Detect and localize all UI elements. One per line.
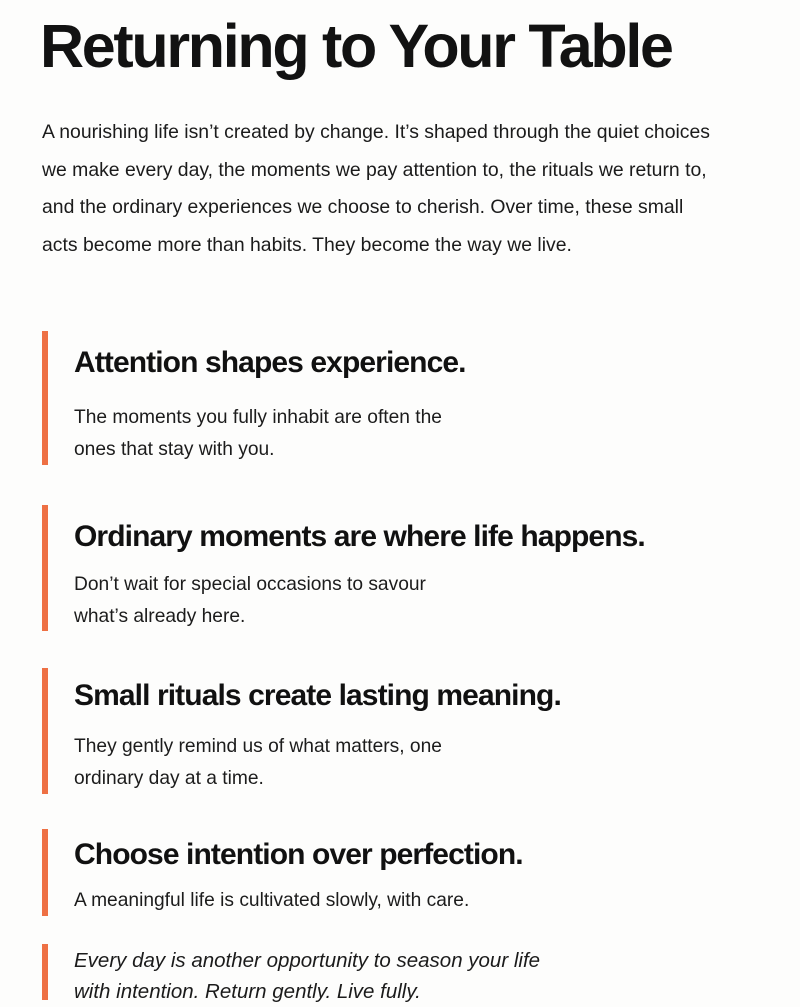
callout-accent-bar	[42, 668, 48, 794]
closing-quote: Every day is another opportunity to season your life with intention. Return gently. Live fully.	[74, 949, 541, 1003]
callout-accent-bar	[42, 505, 48, 631]
callout-body: Don’t wait for special occasions to savour what’s already here.	[74, 574, 426, 627]
callout-body: The moments you fully inhabit are often the ones that stay with you.	[74, 407, 442, 460]
callout-small-rituals	[42, 668, 722, 794]
callout-heading: Ordinary moments are where life happens.	[74, 520, 645, 553]
callout-accent-bar	[42, 331, 48, 465]
callout-heading: Small rituals create lasting meaning.	[74, 679, 561, 712]
callout-intention	[42, 829, 722, 916]
callout-body: They gently remind us of what matters, one ordinary day at a time.	[74, 736, 442, 789]
callout-attention	[42, 331, 722, 465]
callout-accent-bar	[42, 944, 48, 1000]
closing-callout	[42, 944, 722, 1003]
callout-ordinary-moments	[42, 505, 722, 631]
callout-accent-bar	[42, 829, 48, 916]
callout-heading: Choose intention over perfection.	[74, 838, 523, 871]
callout-body: A meaningful life is cultivated slowly, with care.	[74, 890, 470, 911]
page-title: Returning to Your Table	[40, 12, 672, 80]
callout-heading: Attention shapes experience.	[74, 346, 466, 379]
intro-paragraph: A nourishing life isn’t created by change. It’s shaped through the quiet choices we make every day, the moments we pay attention to, the rituals we return to, and the ordinary experiences we choose to cherish. Over time, these small acts become more than habits. They become the way we live.	[42, 121, 710, 256]
